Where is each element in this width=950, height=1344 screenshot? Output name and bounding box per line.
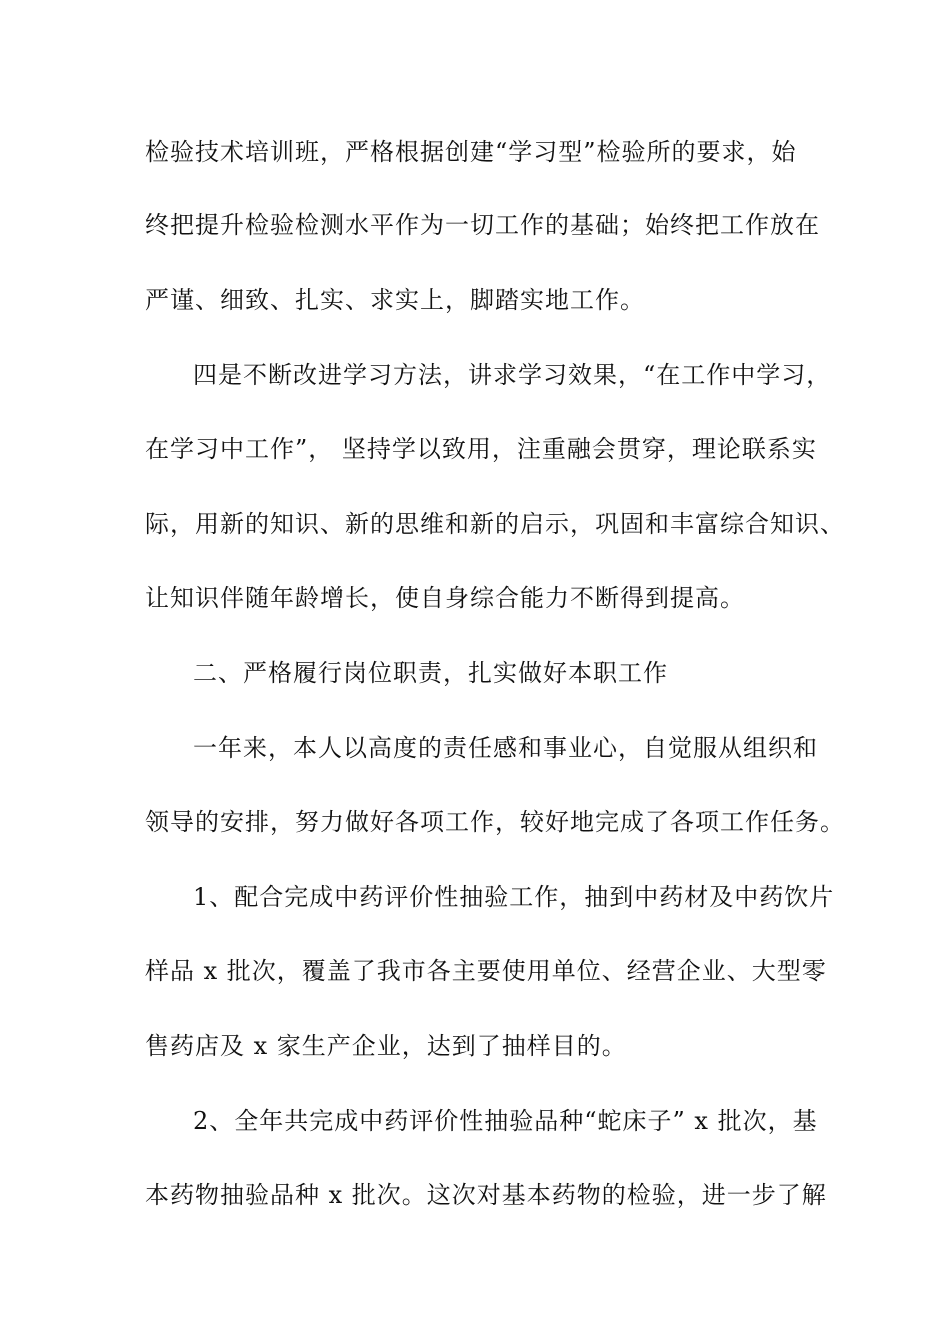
text-line: 终把提升检验检测水平作为一切工作的基础；始终把工作放在	[145, 211, 820, 239]
text-line: 严谨、细致、扎实、求实上，脚踏实地工作。	[145, 286, 645, 314]
text-line: 在学习中工作”， 坚持学以致用，注重融会贯穿，理论联系实	[145, 435, 817, 463]
text-line: 样品 x 批次，覆盖了我市各主要使用单位、经营企业、大型零	[145, 957, 827, 985]
text-line: 本药物抽验品种 x 批次。这次对基本药物的检验，进一步了解	[145, 1181, 827, 1209]
text-line: 际，用新的知识、新的思维和新的启示，巩固和丰富综合知识、	[145, 510, 845, 538]
text-line: 售药店及 x 家生产企业，达到了抽样目的。	[145, 1032, 627, 1060]
paragraph-first-line: 一年来，本人以高度的责任感和事业心，自觉服从组织和	[193, 734, 818, 762]
text-line: 检验技术培训班，严格根据创建“学习型”检验所的要求，始	[145, 138, 797, 166]
text-line: 让知识伴随年龄增长，使自身综合能力不断得到提高。	[145, 584, 745, 612]
text-line: 领导的安排，努力做好各项工作，较好地完成了各项工作任务。	[145, 808, 845, 836]
paragraph-first-line: 1、配合完成中药评价性抽验工作，抽到中药材及中药饮片	[193, 883, 835, 911]
paragraph-first-line: 四是不断改进学习方法，讲求学习效果，“在工作中学习，	[193, 361, 832, 389]
section-heading: 二、严格履行岗位职责，扎实做好本职工作	[193, 659, 668, 687]
paragraph-first-line: 2、全年共完成中药评价性抽验品种“蛇床子” x 批次，基	[193, 1107, 818, 1135]
